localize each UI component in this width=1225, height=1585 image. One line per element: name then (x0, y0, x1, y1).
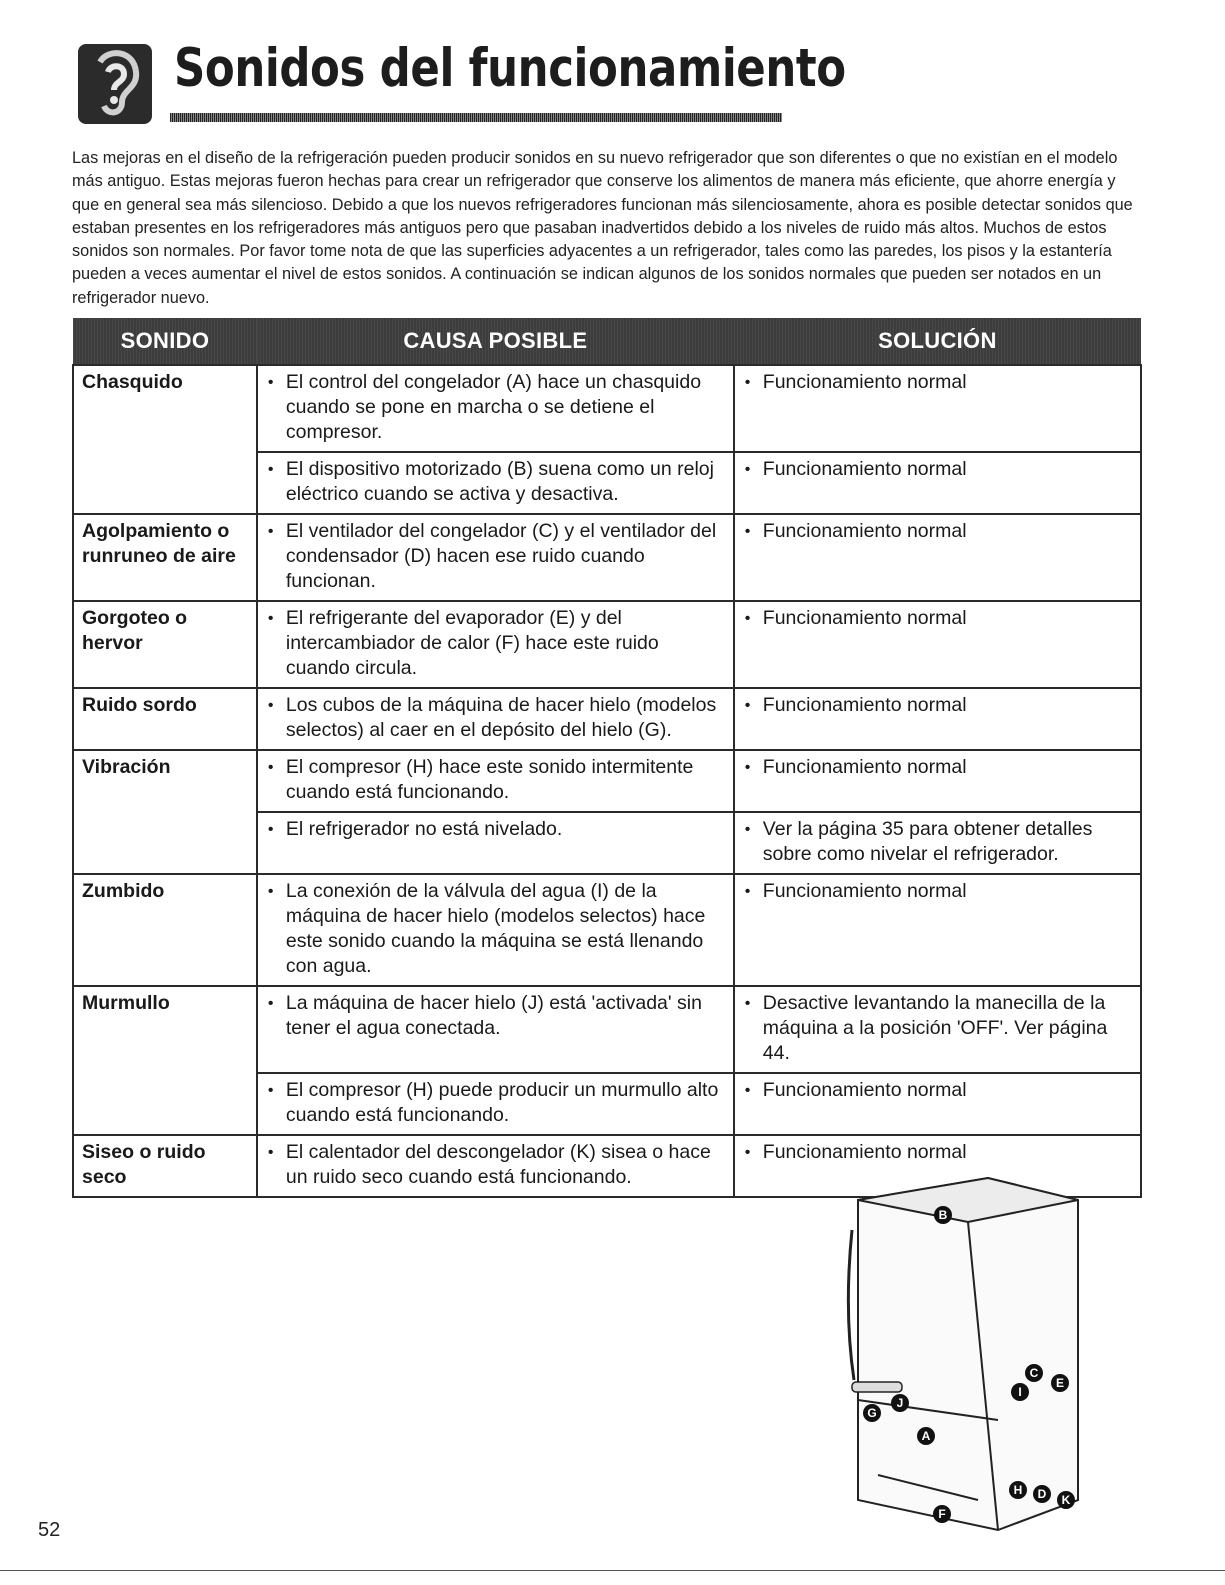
table-row (73, 688, 1141, 750)
cause-text: • La conexión de la válvula del agua (I) de la máquina de hacer hielo (modelos selectos) hace este sonido cuando la máquina se está llenando con agua. (266, 879, 725, 979)
cause-text: • El compresor (H) puede producir un murmullo alto cuando está funcionando. (266, 1078, 725, 1128)
header-sonido: SONIDO (73, 318, 257, 365)
marker-a: A (921, 1429, 931, 1443)
marker-i: I (1018, 1385, 1022, 1399)
sound-name: Chasquido (73, 365, 257, 514)
cause-text: • El control del congelador (A) hace un chasquido cuando se pone en marcha o se detiene el compresor. (266, 370, 725, 445)
solution-text: • Funcionamiento normal (743, 1140, 1132, 1165)
header-solucion: SOLUCIÓN (734, 318, 1141, 365)
ear-question-icon (78, 44, 152, 124)
table-header-row (73, 318, 1141, 365)
marker-d: D (1037, 1487, 1047, 1501)
cause-text: • El ventilador del congelador (C) y el ventilador del condensador (D) hacen ese ruido cuando funcionan. (266, 519, 725, 594)
cause-text: • La máquina de hacer hielo (J) está 'activada' sin tener el agua conectada. (266, 991, 725, 1041)
sounds-table (72, 318, 1142, 1198)
intro-paragraph: Las mejoras en el diseño de la refrigeración pueden producir sonidos en su nuevo refrigerador que son diferentes o que no existían en el modelo más antiguo. Estas mejoras fueron hechas para crear un refrigerador que conserve los alimentos de manera más eficiente, que ahorre energía y que en general sea más silencioso. Debido a que los nuevos refrigeradores funcionan más silenciosamente, ahora es posible detectar sonidos que estaban presentes en los refrigeradores más antiguos pero que pasaban inadvertidos debido a los niveles de ruido más altos. Muchos de estos sonidos son normales. Por favor tome nota de que las superficies adyacentes a un refrigerador, tales como las paredes, los pisos y la estantería pueden a veces aumentar el nivel de estos sonidos. A continuación se indican algunos de los sonidos normales que pueden ser notados en un refrigerador nuevo. (72, 149, 1133, 307)
cause-text: • El dispositivo motorizado (B) suena como un reloj eléctrico cuando se activa y desactiva. (266, 457, 725, 507)
solution-text: • Funcionamiento normal (743, 519, 1132, 544)
marker-f: F (938, 1507, 946, 1521)
table-row (73, 365, 1141, 452)
sound-name: Siseo o ruido seco (73, 1135, 257, 1197)
solution-text: • Funcionamiento normal (743, 457, 1132, 482)
sound-name: Zumbido (73, 874, 257, 986)
cause-text: • El calentador del descongelador (K) sisea o hace un ruido seco cuando está funcionando. (266, 1140, 725, 1190)
marker-g: G (867, 1406, 877, 1420)
cause-text: • El compresor (H) hace este sonido intermitente cuando está funcionando. (266, 755, 725, 805)
solution-text: • Funcionamiento normal (743, 693, 1132, 718)
solution-text: • Funcionamiento normal (743, 1078, 1132, 1103)
table-row (73, 514, 1141, 601)
marker-h: H (1013, 1483, 1023, 1497)
table-row (73, 874, 1141, 986)
refrigerator-diagram (838, 1170, 1088, 1540)
sound-name: Gorgoteo o hervor (73, 601, 257, 688)
marker-k: K (1061, 1493, 1071, 1507)
header-causa: CAUSA POSIBLE (257, 318, 734, 365)
table-row (73, 986, 1141, 1073)
table-row (73, 750, 1141, 812)
solution-text: • Funcionamiento normal (743, 606, 1132, 631)
solution-text: • Funcionamiento normal (743, 370, 1132, 395)
page-bottom-rule (0, 1570, 1225, 1571)
solution-text: • Ver la página 35 para obtener detalles sobre como nivelar el refrigerador. (743, 817, 1132, 867)
cause-text: • Los cubos de la máquina de hacer hielo (modelos selectos) al caer en el depósito del hielo (G). (266, 693, 725, 743)
page-number: 52 (38, 1519, 61, 1541)
cause-text: • El refrigerante del evaporador (E) y del intercambiador de calor (F) hace este ruido cuando circula. (266, 606, 725, 681)
cause-text: • El refrigerador no está nivelado. (266, 817, 725, 842)
table-row (73, 601, 1141, 688)
sound-name: Agolpamiento o runruneo de aire (73, 514, 257, 601)
title-underline (170, 113, 782, 122)
marker-b: B (938, 1208, 948, 1222)
sound-name: Vibración (73, 750, 257, 874)
solution-text: • Funcionamiento normal (743, 755, 1132, 780)
page-header (78, 38, 846, 130)
solution-text: • Desactive levantando la manecilla de la máquina a la posición 'OFF'. Ver página 44. (743, 991, 1132, 1066)
marker-c: C (1029, 1366, 1039, 1380)
marker-j: J (896, 1396, 904, 1410)
page-title: Sonidos del funcionamiento (174, 38, 846, 99)
marker-e: E (1055, 1376, 1065, 1390)
sound-name: Ruido sordo (73, 688, 257, 750)
solution-text: • Funcionamiento normal (743, 879, 1132, 904)
sound-name: Murmullo (73, 986, 257, 1135)
